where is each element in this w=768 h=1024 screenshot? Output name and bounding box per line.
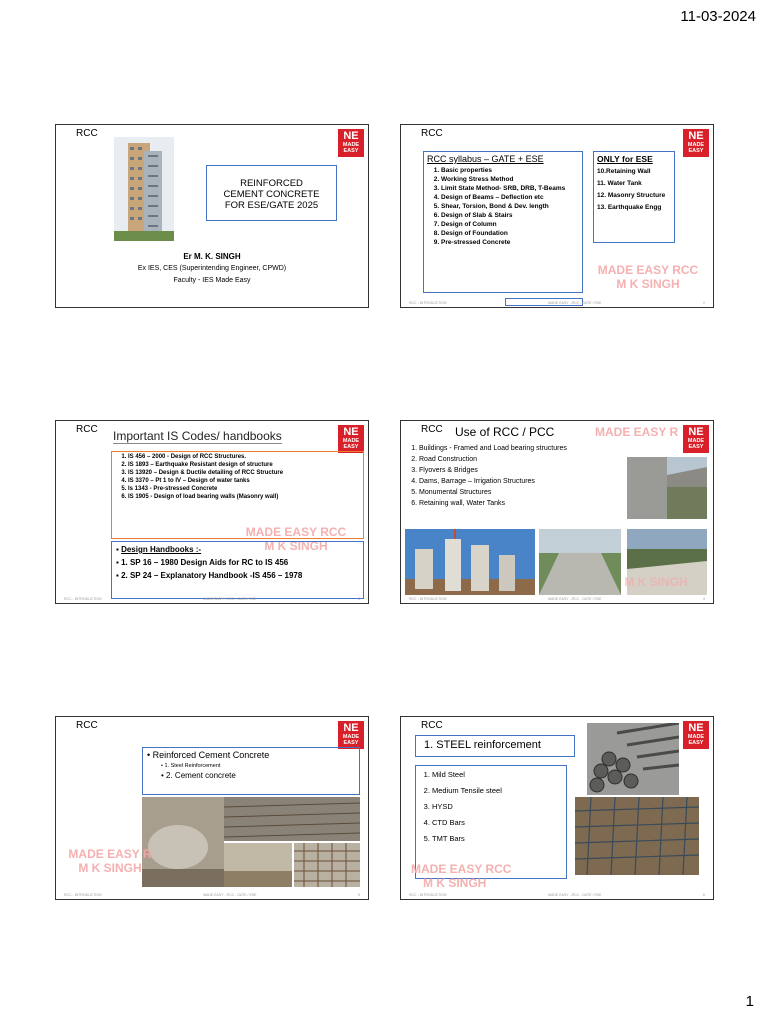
slide-2 bbox=[400, 124, 714, 308]
made-easy-logo: NE MADE EASY bbox=[338, 425, 364, 453]
slide-footer: RCC - INTRODUCTION MADE EASY - RCC - GATE / ESE 4 bbox=[409, 597, 705, 601]
list-item: 4. IS 3370 – Pt 1 to IV – Design of water tanks bbox=[128, 478, 361, 484]
building-image bbox=[114, 137, 174, 241]
syllabus-title: RCC syllabus – GATE + ESE bbox=[427, 154, 544, 164]
concrete-box bbox=[142, 747, 360, 795]
steel-types-list bbox=[418, 770, 564, 843]
list-item: 11. Water Tank bbox=[597, 180, 642, 187]
slide-footer: RCC - INTRODUCTION MADE EASY - RCC - GATE / ESE 3 bbox=[64, 597, 360, 601]
slab-rebar-photo bbox=[224, 843, 292, 887]
list-item: 1. Mild Steel bbox=[432, 770, 564, 779]
slide-title: 1. STEEL reinforcement bbox=[424, 739, 541, 751]
slide-tag: RCC bbox=[76, 128, 98, 139]
list-item: 4. Design of Beams – Deflection etc bbox=[441, 194, 579, 201]
list-item: 6. Design of Slab & Stairs bbox=[441, 212, 579, 219]
slide-footer: RCC - INTRODUCTION MADE EASY - RCC - GATE / ESE 5 bbox=[64, 893, 360, 897]
handbooks-box bbox=[111, 541, 364, 599]
list-item: 3. Flyovers & Bridges bbox=[419, 467, 567, 474]
list-item: 6. Retaining wall, Water Tanks bbox=[419, 500, 567, 507]
slide-tag: RCC bbox=[421, 128, 443, 139]
list-item: 7. Design of Column bbox=[441, 221, 579, 228]
list-item: 5. TMT Bars bbox=[432, 834, 564, 843]
made-easy-logo: NE MADE EASY bbox=[338, 721, 364, 749]
watermark: MADE EASY R bbox=[595, 425, 679, 439]
list-item: 1. IS 456 – 2000 - Design of RCC Structures. bbox=[128, 454, 361, 460]
page-date: 11-03-2024 bbox=[680, 8, 756, 25]
ese-box bbox=[593, 151, 675, 243]
title-box: REINFORCED CEMENT CONCRETE FOR ESE/GATE 2025 bbox=[206, 165, 337, 221]
list-item: 4. CTD Bars bbox=[432, 818, 564, 827]
slide-footer: RCC - INTRODUCTION MADE EASY - RCC - GATE / ESE 6 bbox=[409, 893, 705, 897]
slide-tag: RCC bbox=[76, 720, 98, 731]
made-easy-logo: NE MADE EASY bbox=[683, 129, 709, 157]
list-item: 13. Earthquake Engg bbox=[597, 204, 662, 211]
road-photo bbox=[539, 529, 621, 595]
list-item: 2. Working Stress Method bbox=[441, 176, 579, 183]
list-item: 4. Dams, Barrage – Irrigation Structures bbox=[419, 478, 567, 485]
watermark: M K SINGH bbox=[624, 575, 688, 589]
codes-list bbox=[114, 454, 361, 500]
watermark: MADE EASY RCC M K SINGH bbox=[597, 263, 699, 291]
list-item: ▪ 2. SP 24 – Explanatory Handbook -IS 456 – 1978 bbox=[116, 571, 303, 580]
slide-6 bbox=[400, 716, 714, 900]
list-item: 3. Limit State Method- SRB, DRB, T-Beams bbox=[441, 185, 579, 192]
slide-footer: RCC - INTRODUCTION MADE EASY - RCC - GATE / ESE 2 bbox=[409, 301, 705, 305]
sub-bullet: • 2. Cement concrete bbox=[161, 771, 236, 780]
author-designation: Ex IES, CES (Superintending Engineer, CPWD) bbox=[137, 265, 287, 272]
slide-3 bbox=[55, 420, 369, 604]
list-item: 3. IS 13920 – Design & Ductile detailing of RCC Structure bbox=[128, 470, 361, 476]
list-item: 5. Shear, Torsion, Bond & Dev. length bbox=[441, 203, 579, 210]
list-item: 2. Road Construction bbox=[419, 456, 567, 463]
watermark: MADE EASY R M K SINGH bbox=[68, 847, 152, 875]
syllabus-box bbox=[423, 151, 583, 293]
grid-rebar-photo bbox=[294, 843, 360, 887]
slide-title: Use of RCC / PCC bbox=[455, 425, 555, 439]
page-number: 1 bbox=[745, 993, 754, 1010]
made-easy-logo: NE MADE EASY bbox=[338, 129, 364, 157]
title-box bbox=[415, 735, 575, 757]
watermark: MADE EASY RCC M K SINGH bbox=[411, 862, 512, 890]
rebar-cage-photo bbox=[575, 797, 699, 875]
list-item: 6. IS 1905 - Design of load bearing walls (Masonry wall) bbox=[128, 494, 361, 500]
slide-tag: RCC bbox=[76, 424, 98, 435]
ese-title: ONLY for ESE bbox=[597, 154, 653, 164]
list-item: ▪ 1. SP 16 – 1980 Design Aids for RC to IS 456 bbox=[116, 558, 289, 567]
list-item: 9. Pre-stressed Concrete bbox=[441, 239, 579, 246]
author-faculty: Faculty - IES Made Easy bbox=[173, 277, 251, 284]
slide-5 bbox=[55, 716, 369, 900]
list-item: 12. Masonry Structure bbox=[597, 192, 666, 199]
slide-tag: RCC bbox=[421, 720, 443, 731]
slide-4 bbox=[400, 420, 714, 604]
list-item: 3. HYSD bbox=[432, 802, 564, 811]
retaining-wall-photo bbox=[627, 457, 707, 519]
watermark: MADE EASY RCC M K SINGH bbox=[245, 525, 347, 553]
list-item: 2. IS 1893 – Earthquake Resistant design of structure bbox=[128, 462, 361, 468]
uses-list bbox=[405, 445, 567, 509]
rebar-mesh-photo bbox=[224, 797, 360, 841]
slide-tag: RCC bbox=[421, 424, 443, 435]
building-construction-photo bbox=[405, 529, 535, 595]
list-item: 1. Buildings - Framed and Load bearing structures bbox=[419, 445, 567, 452]
main-bullet: • Reinforced Cement Concrete bbox=[147, 750, 270, 760]
list-item: 8. Design of Foundation bbox=[441, 230, 579, 237]
sub-bullet: • 1. Steel Reinforcement bbox=[161, 763, 221, 769]
list-item: 5. Is 1343 - Pre-stressed Concrete bbox=[128, 486, 361, 492]
slide-title: Important IS Codes/ handbooks bbox=[113, 429, 282, 443]
made-easy-logo: NE MADE EASY bbox=[683, 721, 709, 749]
list-item: 1. Basic properties bbox=[441, 167, 579, 174]
list-item: 2. Medium Tensile steel bbox=[432, 786, 564, 795]
list-item: 5. Monumental Structures bbox=[419, 489, 567, 496]
list-item: 10.Retaining Wall bbox=[597, 168, 651, 175]
handbooks-title: ▪ Design Handbooks :- bbox=[116, 545, 202, 554]
made-easy-logo: NE MADE EASY bbox=[683, 425, 709, 453]
author-name: Er M. K. SINGH bbox=[183, 252, 241, 261]
slide-1 bbox=[55, 124, 369, 308]
syllabus-list bbox=[427, 167, 579, 246]
rebar-bundle-photo bbox=[587, 723, 679, 795]
